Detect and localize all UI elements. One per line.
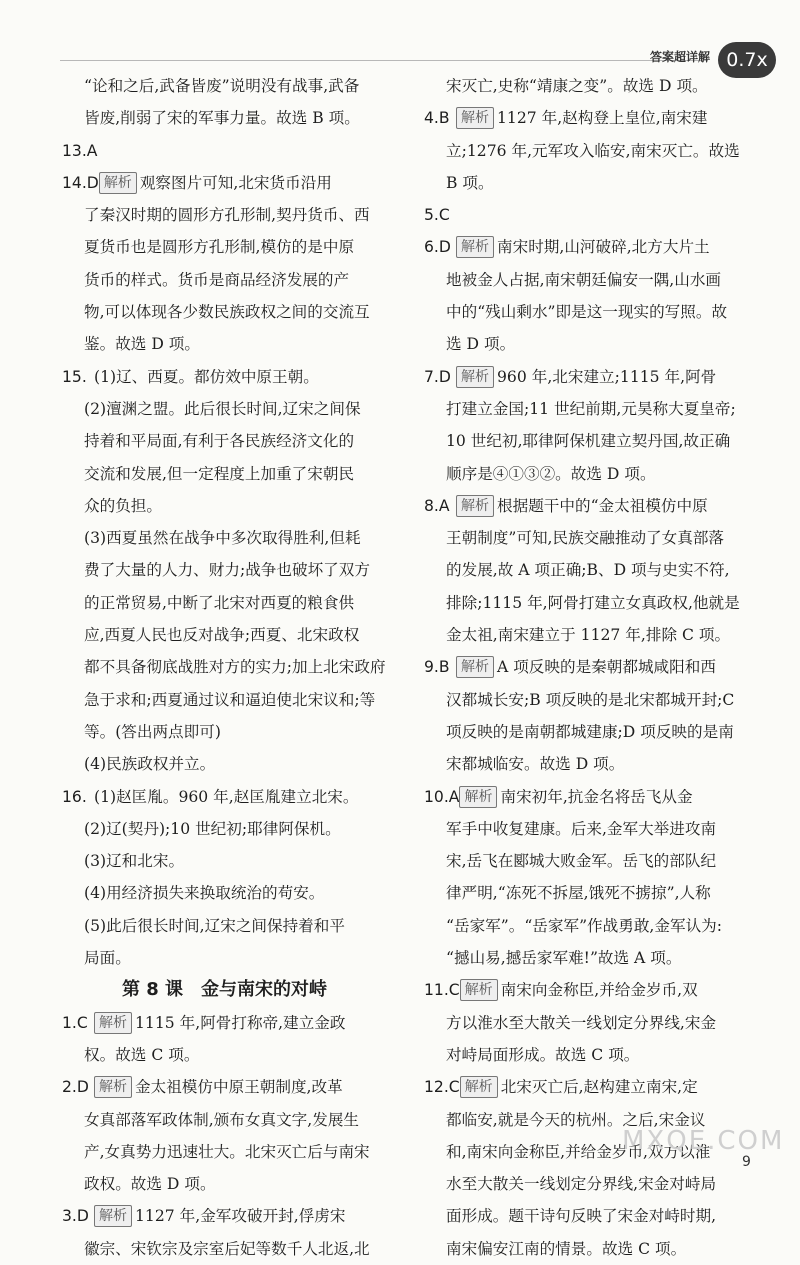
line-text: (2)澶渊之盟。此后很长时间,辽宋之间保 <box>84 399 361 418</box>
answer-line <box>62 587 407 619</box>
line-text: 南宋时期,山河破碎,北方大片土 <box>497 238 710 257</box>
analysis-tag: 解析 <box>460 1076 498 1098</box>
line-text: “岳家军”。“岳家军”作战勇敢,金军认为: <box>446 916 723 935</box>
answer-line <box>424 458 769 490</box>
left-column <box>62 70 407 1265</box>
answer-number: 15. <box>62 367 87 386</box>
answer-line <box>62 1168 407 1200</box>
line-text: 众的负担。 <box>84 496 162 515</box>
answer-line <box>62 813 407 845</box>
answer-number: 4.B <box>424 109 450 128</box>
analysis-tag: 解析 <box>456 656 494 678</box>
answer-item <box>62 135 407 167</box>
line-text: 宋都城临安。故选 D 项。 <box>446 755 625 774</box>
line-text: 地被金人占据,南宋朝廷偏安一隅,山水画 <box>446 270 722 289</box>
answer-line <box>424 877 769 909</box>
line-text: 货币的样式。货币是商品经济发展的产 <box>84 270 350 289</box>
answer-line <box>62 942 407 974</box>
line-text: (4)民族政权并立。 <box>84 755 216 774</box>
answer-line <box>424 942 769 974</box>
answer-number: 12.C <box>424 1078 460 1097</box>
line-text: 选 D 项。 <box>446 335 516 354</box>
line-text: 水至大散关一线划定分界线,宋金对峙局 <box>446 1175 717 1194</box>
line-text: 项反映的是南朝都城建康;D 项反映的是南 <box>446 722 734 741</box>
answer-number: 14.D <box>62 173 99 192</box>
answer-line <box>62 458 407 490</box>
answer-line <box>62 1136 407 1168</box>
answer-line <box>424 1007 769 1039</box>
answer-number: 8.A <box>424 496 450 515</box>
line-text: 打建立金国;11 世纪前期,元昊称大夏皇帝; <box>446 399 736 418</box>
answer-line <box>62 522 407 554</box>
analysis-tag: 解析 <box>456 107 494 129</box>
answer-item <box>424 974 769 1006</box>
answer-number: 10.A <box>424 787 460 806</box>
answer-number: 7.D <box>424 367 451 386</box>
line-text: 面形成。题干诗句反映了宋金对峙时期, <box>446 1207 717 1226</box>
answer-line <box>424 619 769 651</box>
line-text: 费了大量的人力、财力;战争也破坏了双方 <box>84 561 370 580</box>
line-text: 律严明,“冻死不拆屋,饿死不掳掠”,人称 <box>446 884 711 903</box>
answer-item <box>424 781 769 813</box>
line-text: 皆废,削弱了宋的军事力量。故选 B 项。 <box>84 109 360 128</box>
answer-line <box>424 716 769 748</box>
answer-line <box>424 264 769 296</box>
lesson-title: 第 8 课 金与南宋的对峙 <box>121 979 328 1001</box>
line-text: 1115 年,阿骨打称帝,建立金政 <box>135 1013 346 1032</box>
answer-line <box>62 231 407 263</box>
answer-line <box>424 554 769 586</box>
line-text: 顺序是④①③②。故选 D 项。 <box>446 464 656 483</box>
answer-line <box>62 199 407 231</box>
line-text: 北宋灭亡后,赵构建立南宋,定 <box>500 1078 698 1097</box>
answer-line <box>424 135 769 167</box>
analysis-tag: 解析 <box>456 366 494 388</box>
analysis-tag: 解析 <box>456 495 494 517</box>
line-text: 权。故选 C 项。 <box>84 1045 200 1064</box>
answer-line <box>62 1039 407 1071</box>
line-text: A 项反映的是秦朝都城咸阳和西 <box>497 658 716 677</box>
line-text: 1127 年,赵构登上皇位,南宋建 <box>497 109 708 128</box>
answer-line <box>62 393 407 425</box>
answer-item <box>424 102 769 134</box>
line-text: 观察图片可知,北宋货币沿用 <box>139 173 332 192</box>
line-text: 等。(答出两点即可) <box>84 722 221 741</box>
answer-line <box>62 70 407 102</box>
line-text: 金太祖模仿中原王朝制度,改革 <box>135 1078 343 1097</box>
answer-item <box>424 651 769 683</box>
line-text: 排除;1115 年,阿骨打建立女真政权,他就是 <box>446 593 740 612</box>
answer-line <box>62 490 407 522</box>
answer-item <box>62 1071 407 1103</box>
answer-line <box>424 70 769 102</box>
analysis-tag: 解析 <box>94 1012 132 1034</box>
line-text: 的正常贸易,中断了北宋对西夏的粮食供 <box>84 593 355 612</box>
line-text: 汉都城长安;B 项反映的是北宋都城开封;C <box>446 690 735 709</box>
right-column <box>424 70 769 1265</box>
answer-line <box>424 684 769 716</box>
line-text: 局面。 <box>84 949 131 968</box>
line-text: 金太祖,南宋建立于 1127 年,排除 C 项。 <box>446 626 731 645</box>
line-text: (1)辽、西夏。都仿效中原王朝。 <box>94 367 319 386</box>
line-text: 军手中收复建康。后来,金军大举进攻南 <box>446 819 717 838</box>
answer-line <box>62 748 407 780</box>
answer-line <box>62 102 407 134</box>
answer-item <box>424 231 769 263</box>
answer-line <box>62 1233 407 1265</box>
line-text: 立;1276 年,元军攻入临安,南宋灭亡。故选 <box>446 141 740 160</box>
answer-item <box>424 199 769 231</box>
answer-item <box>62 167 407 199</box>
line-text: “论和之后,武备皆废”说明没有战事,武备 <box>84 77 360 95</box>
analysis-tag: 解析 <box>94 1076 132 1098</box>
page-number: 9 <box>742 1154 751 1170</box>
line-text: 南宋偏安江南的情景。故选 C 项。 <box>446 1239 687 1258</box>
line-text: 方以淮水至大散关一线划定分界线,宋金 <box>446 1013 717 1032</box>
line-text: (5)此后很长时间,辽宋之间保持着和平 <box>84 916 345 935</box>
answer-number: 5.C <box>424 206 450 225</box>
line-text: (3)辽和北宋。 <box>84 852 185 871</box>
answer-line <box>62 425 407 457</box>
answer-item <box>424 361 769 393</box>
answer-line <box>62 651 407 683</box>
line-text: 持着和平局面,有利于各民族经济文化的 <box>84 432 355 451</box>
answer-line <box>424 425 769 457</box>
line-text: (2)辽(契丹);10 世纪初;耶律阿保机。 <box>84 819 341 838</box>
answer-number: 9.B <box>424 658 450 677</box>
answer-line <box>424 587 769 619</box>
answer-number: 2.D <box>62 1078 89 1097</box>
answer-number: 6.D <box>424 238 451 257</box>
header-rule <box>60 60 708 61</box>
answer-item <box>62 781 407 813</box>
line-text: 政权。故选 D 项。 <box>84 1175 216 1194</box>
answer-item <box>424 1071 769 1103</box>
watermark: MXQE.COM <box>622 1126 785 1156</box>
answer-line <box>424 296 769 328</box>
answer-line <box>62 1104 407 1136</box>
line-text: 了秦汉时期的圆形方孔形制,契丹货币、西 <box>84 206 370 225</box>
answer-item <box>62 361 407 393</box>
answer-line <box>424 393 769 425</box>
answer-item <box>62 1007 407 1039</box>
line-text: 南宋向金称臣,并给金岁币,双 <box>500 981 698 1000</box>
line-text: 急于求和;西夏通过议和逼迫使北宋议和;等 <box>84 690 376 709</box>
answer-line <box>62 296 407 328</box>
answer-line <box>424 910 769 942</box>
analysis-tag: 解析 <box>94 1205 132 1227</box>
line-text: 南宋初年,抗金名将岳飞从金 <box>500 787 693 806</box>
answer-number: 11.C <box>424 981 460 1000</box>
line-text: 徽宗、宋钦宗及宗室后妃等数千人北返,北 <box>84 1239 370 1258</box>
line-text: (4)用经济损失来换取统治的苟安。 <box>84 884 325 903</box>
line-text: “撼山易,撼岳家军难!”故选 A 项。 <box>446 949 682 968</box>
line-text: 鉴。故选 D 项。 <box>84 335 200 354</box>
answer-number: 13.A <box>62 141 98 160</box>
analysis-tag: 解析 <box>99 172 137 194</box>
line-text: 交流和发展,但一定程度上加重了宋朝民 <box>84 464 355 483</box>
answer-number: 1.C <box>62 1013 88 1032</box>
answer-number: 16. <box>62 787 87 806</box>
answer-line <box>424 748 769 780</box>
line-text: 宋,岳飞在郾城大败金军。岳飞的部队纪 <box>446 852 717 871</box>
line-text: 都不具备彻底战胜对方的实力;加上北宋政府 <box>84 658 386 677</box>
zoom-level-badge[interactable]: 0.7x <box>718 42 776 78</box>
answer-line <box>424 1168 769 1200</box>
answer-line <box>62 554 407 586</box>
answer-line <box>62 264 407 296</box>
line-text: B 项。 <box>446 173 494 192</box>
line-text: 女真部落军政体制,颁布女真文字,发展生 <box>84 1110 360 1129</box>
line-text: 产,女真势力迅速壮大。北宋灭亡后与南宋 <box>84 1142 370 1161</box>
line-text: 都临安,就是今天的杭州。之后,宋金议 <box>446 1110 706 1129</box>
answer-line <box>424 813 769 845</box>
line-text: 根据题干中的“金太祖模仿中原 <box>497 496 708 515</box>
line-text: 物,可以体现各少数民族政权之间的交流互 <box>84 303 370 322</box>
answer-line <box>62 684 407 716</box>
answer-number: 3.D <box>62 1207 89 1226</box>
answer-item <box>424 490 769 522</box>
line-text: 960 年,北宋建立;1115 年,阿骨 <box>497 367 717 386</box>
line-text: (3)西夏虽然在战争中多次取得胜利,但耗 <box>84 529 361 548</box>
answer-line <box>62 328 407 360</box>
answer-line <box>424 1200 769 1232</box>
header-label: 答案超详解 <box>650 50 711 64</box>
answer-line <box>62 716 407 748</box>
line-text: 对峙局面形成。故选 C 项。 <box>446 1045 640 1064</box>
answer-line <box>62 910 407 942</box>
line-text: (1)赵匡胤。960 年,赵匡胤建立北宋。 <box>94 787 359 806</box>
line-text: 10 世纪初,耶律阿保机建立契丹国,故正确 <box>446 432 731 451</box>
answer-line <box>62 877 407 909</box>
analysis-tag: 解析 <box>456 236 494 258</box>
line-text: 王朝制度”可知,民族交融推动了女真部落 <box>446 529 725 548</box>
line-text: 1127 年,金军攻破开封,俘虏宋 <box>135 1207 346 1226</box>
analysis-tag: 解析 <box>460 979 498 1001</box>
answer-line <box>424 328 769 360</box>
line-text: 中的“残山剩水”即是这一现实的写照。故 <box>446 303 728 322</box>
answer-line <box>62 619 407 651</box>
answer-line <box>62 845 407 877</box>
line-text: 夏货币也是圆形方孔形制,模仿的是中原 <box>84 238 355 257</box>
answer-line <box>424 1233 769 1265</box>
answer-line <box>424 1039 769 1071</box>
line-text: 宋灭亡,史称“靖康之变”。故选 D 项。 <box>446 77 708 95</box>
line-text: 的发展,故 A 项正确;B、D 项与史实不符, <box>446 561 730 580</box>
answer-item <box>62 1200 407 1232</box>
line-text: 应,西夏人民也反对战争;西夏、北宋政权 <box>84 626 360 645</box>
answer-line <box>424 167 769 199</box>
analysis-tag: 解析 <box>459 786 497 808</box>
line-text: 和,南宋向金称臣,并给金岁币,双方以淮 <box>446 1142 711 1161</box>
answer-line <box>424 522 769 554</box>
answer-line <box>424 845 769 877</box>
